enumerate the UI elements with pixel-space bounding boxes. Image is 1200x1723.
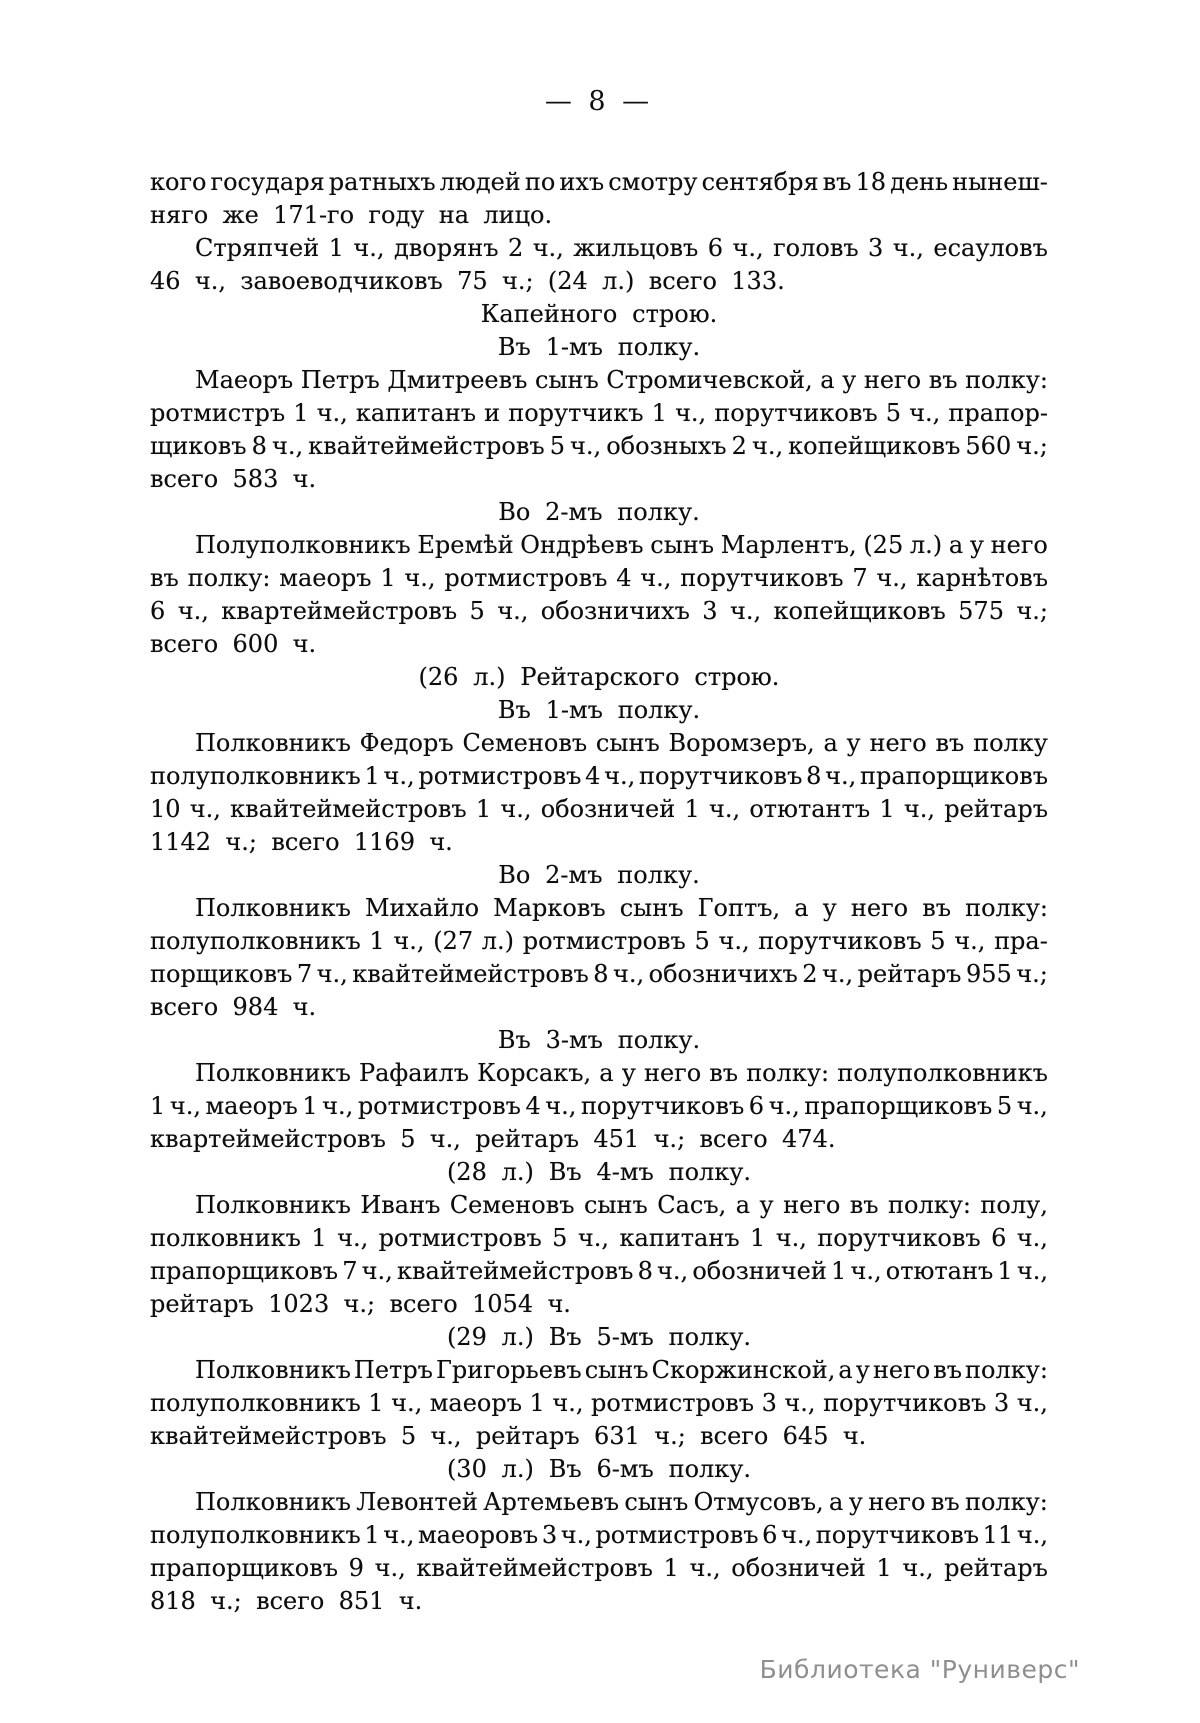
heading-line: Въ 1-мъ полку. xyxy=(497,333,701,361)
text-line: прапорщиковъ 9 ч., квайтеймейстровъ 1 ч., обозничей 1 ч., рейтаръ xyxy=(150,1554,1048,1582)
text-line: Маеоръ Петръ Дмитреевъ сынъ Стромичевской, а у него въ полку: xyxy=(195,366,1048,394)
text-line: всего 984 ч. xyxy=(150,993,317,1021)
heading-line: Во 2-мъ полку. xyxy=(498,498,700,526)
text-line: 46 ч., завоеводчиковъ 75 ч.; (24 л.) всего 133. xyxy=(150,267,785,295)
heading-line: (28 л.) Въ 4-мъ полку. xyxy=(446,1158,752,1186)
text-line: 818 ч.; всего 851 ч. xyxy=(150,1587,423,1615)
text-line: 6 ч., квартеймейстровъ 5 ч., обозничихъ 3 ч., копейщиковъ 575 ч.; xyxy=(150,597,1048,625)
text-line: порщиковъ 7 ч., квайтеймейстровъ 8 ч., обозничихъ 2 ч., рейтаръ 955 ч.; xyxy=(150,960,1048,988)
watermark-runivers-label: Библиотека "Руниверс" xyxy=(759,1655,1080,1684)
text-line: полуполковникъ 1 ч., ротмистровъ 4 ч., порутчиковъ 8 ч., прапорщиковъ xyxy=(150,762,1048,790)
text-line: няго же 171-го году на лицо. xyxy=(150,201,553,229)
text-line: кого государя ратныхъ людей по ихъ смотру сентября въ 18 день нынеш- xyxy=(150,168,1048,196)
text-line: Полковникъ Федоръ Семеновъ сынъ Воромзеръ, а у него въ полку xyxy=(195,729,1048,757)
text-line: квартеймейстровъ 5 ч., рейтаръ 451 ч.; всего 474. xyxy=(150,1125,836,1153)
text-line: 10 ч., квайтеймейстровъ 1 ч., обозничей 1 ч., отютантъ 1 ч., рейтаръ xyxy=(150,795,1048,823)
text-line: 1142 ч.; всего 1169 ч. xyxy=(150,828,453,856)
text-line: ротмистръ 1 ч., капитанъ и порутчикъ 1 ч., порутчиковъ 5 ч., прапор- xyxy=(150,399,1048,427)
text-line: Полковникъ Иванъ Семеновъ сынъ Сасъ, а у него въ полку: полу, xyxy=(195,1191,1048,1219)
heading-line: (29 л.) Въ 5-мъ полку. xyxy=(446,1323,752,1351)
text-line: квайтеймейстровъ 5 ч., рейтаръ 631 ч.; всего 645 ч. xyxy=(150,1422,867,1450)
text-line: Полковникъ Рафаилъ Корсакъ, а у него въ полку: полуполковникъ xyxy=(195,1059,1048,1087)
heading-line: Въ 3-мъ полку. xyxy=(497,1026,701,1054)
text-line: Стряпчей 1 ч., дворянъ 2 ч., жильцовъ 6 ч., головъ 3 ч., есауловъ xyxy=(195,234,1048,262)
text-line: рейтаръ 1023 ч.; всего 1054 ч. xyxy=(150,1290,571,1318)
text-line: Полковникъ Петръ Григорьевъ сынъ Скоржинской, а у него въ полку: xyxy=(195,1356,1048,1384)
text-line: Полковникъ Михайло Марковъ сынъ Гоптъ, а у него въ полку: xyxy=(195,894,1048,922)
heading-line: (30 л.) Въ 6-мъ полку. xyxy=(446,1455,752,1483)
text-line: полуполковникъ 1 ч., (27 л.) ротмистровъ 5 ч., порутчиковъ 5 ч., пра- xyxy=(150,927,1048,955)
body-text xyxy=(150,166,1048,1618)
text-line: полковникъ 1 ч., ротмистровъ 5 ч., капитанъ 1 ч., порутчиковъ 6 ч., xyxy=(150,1224,1048,1252)
page-number: — 8 — xyxy=(544,86,654,117)
text-line: въ полку: маеоръ 1 ч., ротмистровъ 4 ч., порутчиковъ 7 ч., карнѣтовъ xyxy=(150,564,1048,592)
text-line: полуполковникъ 1 ч., маеоръ 1 ч., ротмистровъ 3 ч., порутчиковъ 3 ч., xyxy=(150,1389,1048,1417)
heading-line: Въ 1-мъ полку. xyxy=(497,696,701,724)
text-line: всего 600 ч. xyxy=(150,630,317,658)
heading-line: Капейного строю. xyxy=(480,300,718,328)
text-line: всего 583 ч. xyxy=(150,465,317,493)
text-line: полуполковникъ 1 ч., маеоровъ 3 ч., ротмистровъ 6 ч., порутчиковъ 11 ч., xyxy=(150,1521,1048,1549)
heading-line: (26 л.) Рейтарского строю. xyxy=(418,663,780,691)
text-line: 1 ч., маеоръ 1 ч., ротмистровъ 4 ч., порутчиковъ 6 ч., прапорщиковъ 5 ч., xyxy=(150,1092,1048,1120)
text-line: Полуполковникъ Еремѣй Ондрѣевъ сынъ Марлентъ, (25 л.) а у него xyxy=(195,531,1048,559)
text-line: щиковъ 8 ч., квайтеймейстровъ 5 ч., обозныхъ 2 ч., копейщиковъ 560 ч.; xyxy=(150,432,1048,460)
text-line: прапорщиковъ 7 ч., квайтеймейстровъ 8 ч., обозничей 1 ч., отютанъ 1 ч., xyxy=(150,1257,1048,1285)
heading-line: Во 2-мъ полку. xyxy=(498,861,700,889)
text-line: Полковникъ Левонтей Артемьевъ сынъ Отмусовъ, а у него въ полку: xyxy=(195,1488,1048,1516)
